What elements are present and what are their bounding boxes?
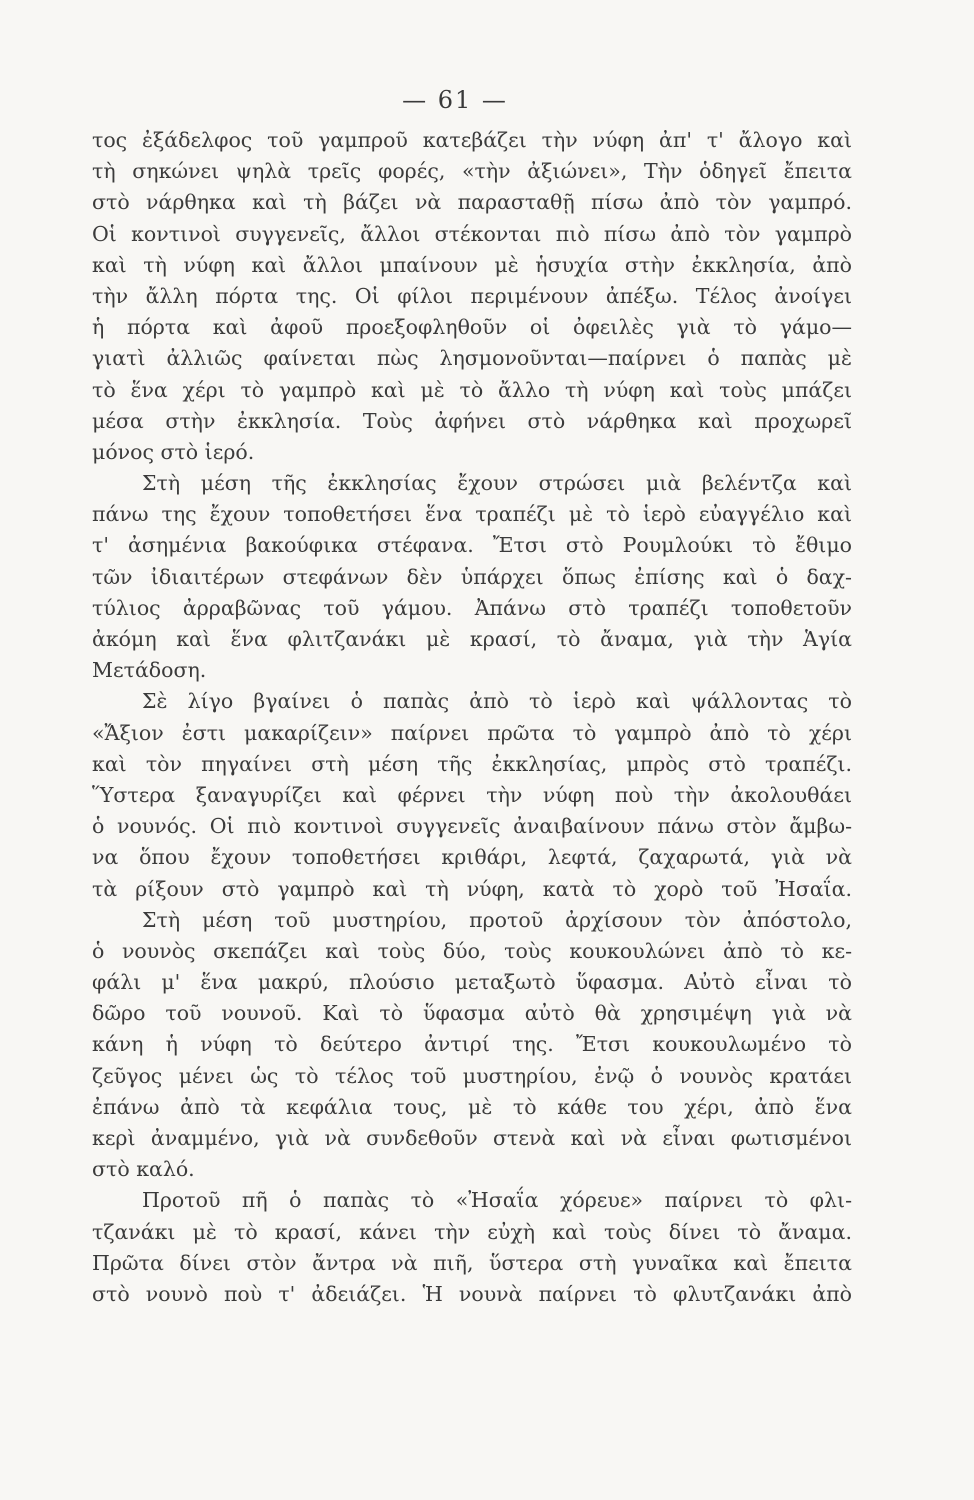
text-line: ζεῦγος μένει ὡς τὸ τέλος τοῦ μυστηρίου, ἐνῷ ὁ νουνὸς κρατάει [92, 1063, 852, 1088]
text-line: τὴ σηκώνει ψηλὰ τρεῖς φορές, «τὴν ἀξιώνει», Τὴν ὁδηγεῖ ἔπειτα [92, 159, 852, 184]
text-line: στὸ νάρθηκα καὶ τὴ βάζει νὰ παρασταθῇ πίσω ἀπὸ τὸν γαμπρό. [92, 190, 852, 215]
text-line: ἡ πόρτα καὶ ἀφοῦ προεξοφληθοῦν οἱ ὀφειλὲς γιὰ τὸ γάμο— [92, 315, 852, 340]
text-line: στὸ καλό. [92, 1157, 195, 1182]
text-line: γιατὶ ἀλλιῶς φαίνεται πὼς λησμονοῦνται—παίρνει ὁ παπὰς μὲ [92, 346, 852, 371]
text-line: ὁ νουνὸς σκεπάζει καὶ τοὺς δύο, τοὺς κουκουλώνει ἀπὸ τὸ κε- [92, 938, 852, 963]
paragraph [92, 686, 852, 904]
paragraph [92, 468, 852, 686]
text-line: ἀκόμη καὶ ἕνα φλιτζανάκι μὲ κρασί, τὸ ἄναμα, γιὰ τὴν Ἁγία [92, 627, 852, 651]
text-line: κάνη ἡ νύφη τὸ δεύτερο ἀντιρί της. Ἔτσι κουκουλωμένο τὸ [92, 1032, 852, 1057]
text-line: τύλιος ἀρραβῶνας τοῦ γάμου. Ἀπάνω στὸ τραπέζι τοποθετοῦν [92, 595, 852, 620]
text-line: τ' ἀσημένια βακούφικα στέφανα. Ἔτσι στὸ Ρουμλούκι τὸ ἔθιμο [92, 533, 852, 558]
paragraph [92, 125, 852, 468]
text-line: τος ἐξάδελφος τοῦ γαμπροῦ κατεβάζει τὴν νύφη ἀπ' τ' ἄλογο καὶ [92, 128, 852, 152]
text-line: Στὴ μέση τῆς ἐκκλησίας ἔχουν στρώσει μιὰ βελέντζα καὶ [142, 471, 852, 496]
text-line: μόνος στὸ ἱερό. [92, 439, 255, 464]
text-line: δῶρο τοῦ νουνοῦ. Καὶ τὸ ὕφασμα αὐτὸ θὰ χρησιμέψη γιὰ νὰ [92, 1001, 852, 1026]
text-line: τζανάκι μὲ τὸ κρασί, κάνει τὴν εὐχὴ καὶ τοὺς δίνει τὸ ἄναμα. [92, 1219, 852, 1244]
text-line: Μετάδοση. [92, 658, 207, 683]
text-line: τὰ ρίξουν στὸ γαμπρὸ καὶ τὴ νύφη, κατὰ τὸ χορὸ τοῦ Ἠσαΐα. [92, 876, 852, 901]
body-text [92, 125, 852, 1310]
text-line: Οἱ κοντινοὶ συγγενεῖς, ἄλλοι στέκονται πιὸ πίσω ἀπὸ τὸν γαμπρὸ [92, 221, 852, 246]
text-line: Πρῶτα δίνει στὸν ἄντρα νὰ πιῆ, ὕστερα στὴ γυναῖκα καὶ ἔπειτα [92, 1250, 852, 1275]
text-line: Σὲ λίγο βγαίνει ὁ παπὰς ἀπὸ τὸ ἱερὸ καὶ ψάλλοντας τὸ [142, 689, 852, 714]
text-line: να ὅπου ἔχουν τοποθετήσει κριθάρι, λεφτά, ζαχαρωτά, γιὰ νὰ [92, 845, 852, 870]
text-line: κερὶ ἀναμμένο, γιὰ νὰ συνδεθοῦν στενὰ καὶ νὰ εἶναι φωτισμένοι [92, 1126, 852, 1150]
text-line: τὴν ἄλλη πόρτα της. Οἱ φίλοι περιμένουν ἀπέξω. Τέλος ἀνοίγει [92, 283, 852, 308]
text-line: Ὕστερα ξαναγυρίζει καὶ φέρνει τὴν νύφη ποὺ τὴν ἀκολουθάει [92, 782, 852, 807]
text-line: ὁ νουνός. Οἱ πιὸ κοντινοὶ συγγενεῖς ἀναιβαίνουν πάνω στὸν ἄμβω- [92, 814, 852, 839]
paragraph [92, 905, 852, 1186]
text-line: ἐπάνω ἀπὸ τὰ κεφάλια τους, μὲ τὸ κάθε του χέρι, ἀπὸ ἕνα [92, 1094, 852, 1119]
text-line: «Ἄξιον ἐστι μακαρίζειν» παίρνει πρῶτα τὸ γαμπρὸ ἀπὸ τὸ χέρι [92, 720, 852, 745]
text-line: Στὴ μέση τοῦ μυστηρίου, προτοῦ ἀρχίσουν τὸν ἀπόστολο, [142, 907, 852, 932]
page-number: — 61 — [402, 86, 508, 114]
text-line: μέσα στὴν ἐκκλησία. Τοὺς ἀφήνει στὸ νάρθηκα καὶ προχωρεῖ [92, 408, 852, 433]
text-line: φάλι μ' ἕνα μακρύ, πλούσιο μεταξωτὸ ὕφασμα. Αὐτὸ εἶναι τὸ [92, 970, 852, 995]
text-line: καὶ τὸν πηγαίνει στὴ μέση τῆς ἐκκλησίας, μπρὸς στὸ τραπέζι. [92, 751, 852, 776]
text-line: καὶ τὴ νύφη καὶ ἄλλοι μπαίνουν μὲ ἡσυχία στὴν ἐκκλησία, ἀπὸ [92, 252, 852, 277]
text-line: πάνω της ἔχουν τοποθετήσει ἕνα τραπέζι μὲ τὸ ἱερὸ εὐαγγέλιο καὶ [92, 502, 852, 527]
text-line: τῶν ἰδιαιτέρων στεφάνων δὲν ὑπάρχει ὅπως ἐπίσης καὶ ὁ δαχ- [92, 564, 852, 589]
text-line: στὸ νουνὸ ποὺ τ' ἀδειάζει. Ἡ νουνὰ παίρνει τὸ φλυτζανάκι ἀπὸ [92, 1281, 852, 1306]
text-line: τὸ ἕνα χέρι τὸ γαμπρὸ καὶ μὲ τὸ ἄλλο τὴ νύφη καὶ τοὺς μπάζει [92, 377, 852, 402]
paragraph [92, 1185, 852, 1310]
text-line: Προτοῦ πῆ ὁ παπὰς τὸ «Ἠσαΐα χόρευε» παίρνει τὸ φλι- [142, 1188, 852, 1213]
